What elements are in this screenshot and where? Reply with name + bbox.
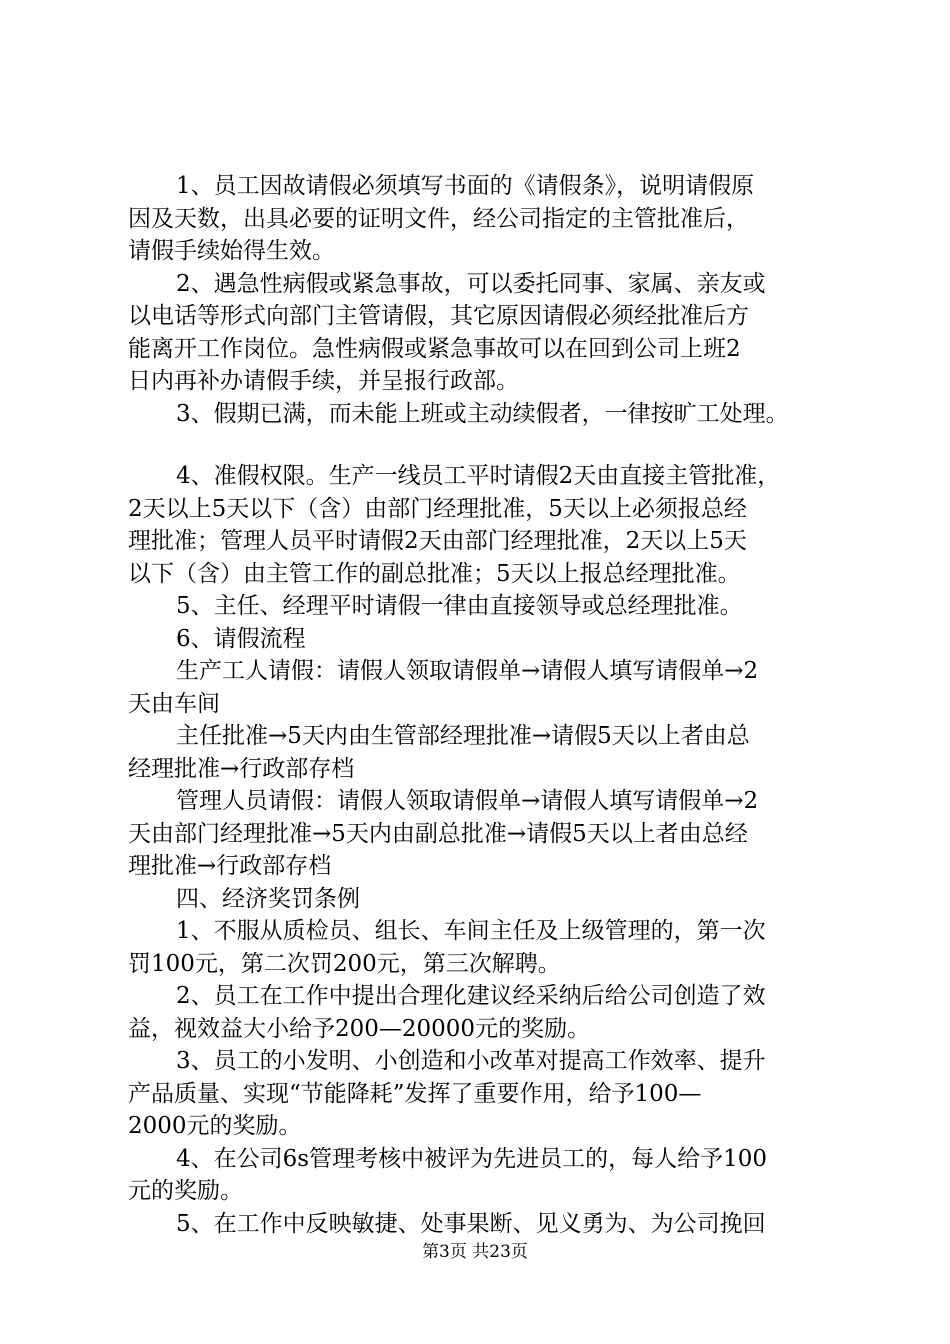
text-line: 请假手续始得生效。	[128, 238, 335, 264]
text-line: 2000元的奖励。	[128, 1113, 302, 1139]
text-line: 罚100元，第二次罚200元，第三次解聘。	[128, 950, 561, 977]
text-line: 1、不服从质检员、组长、车间主任及上级管理的，第一次	[176, 918, 766, 944]
text-line: 2天以上5天以下（含）由部门经理批准，5天以上必须报总经	[128, 495, 747, 522]
text-line: 益，视效益大小给予200—20000元的奖励。	[128, 1015, 591, 1042]
text-line: 1、员工因故请假必须填写书面的《请假条》，说明请假原	[176, 173, 755, 199]
text-line: 因及天数，出具必要的证明文件，经公司指定的主管批准后，	[128, 205, 749, 232]
text-line: 以电话等形式向部门主管请假，其它原因请假必须经批准后方	[128, 303, 749, 329]
text-line: 生产工人请假：请假人领取请假单→请假人填写请假单→2	[176, 658, 759, 684]
text-line: 6、请假流程	[176, 625, 306, 652]
text-line: 3、员工的小发明、小创造和小改革对提高工作效率、提升	[176, 1048, 766, 1074]
page-number-footer: 第3页 共23页	[422, 1242, 528, 1262]
text-line: 5、在工作中反映敏捷、处事果断、见义勇为、为公司挽回	[176, 1210, 766, 1237]
text-line: 经理批准→行政部存档	[128, 755, 355, 782]
text-line: 日内再补办请假手续，并呈报行政部。	[128, 368, 519, 394]
text-line: 2、遇急性病假或紧急事故，可以委托同事、家属、亲友或	[176, 270, 766, 297]
text-line: 能离开工作岗位。急性病假或紧急事故可以在回到公司上班2	[128, 335, 741, 362]
text-line: 天由车间	[128, 690, 220, 717]
text-line: 2、员工在工作中提出合理化建议经采纳后给公司创造了效	[176, 983, 766, 1009]
section-heading: 四、经济奖罚条例	[176, 885, 360, 912]
text-line: 以下（含）由主管工作的副总批准；5天以上报总经理批准。	[128, 560, 741, 587]
text-line: 主任批准→5天内由生管部经理批准→请假5天以上者由总	[176, 723, 750, 749]
text-line: 产品质量、实现“节能降耗”发挥了重要作用，给予100—	[128, 1080, 702, 1107]
text-line: 元的奖励。	[128, 1178, 243, 1204]
text-line: 4、在公司6s管理考核中被评为先进员工的，每人给予100	[176, 1145, 767, 1172]
text-line: 天由部门经理批准→5天内由副总批准→请假5天以上者由总经	[128, 820, 748, 847]
document-body	[128, 170, 836, 1240]
text-line: 管理人员请假：请假人领取请假单→请假人填写请假单→2	[176, 788, 759, 814]
text-line: 理批准；管理人员平时请假2天由部门经理批准，2天以上5天	[128, 528, 747, 554]
text-line: 理批准→行政部存档	[128, 853, 332, 879]
text-line: 5、主任、经理平时请假一律由直接领导或总经理批准。	[176, 593, 743, 619]
text-line: 3、假期已满，而未能上班或主动续假者，一律按旷工处理。	[176, 400, 789, 427]
text-line: 4、准假权限。生产一线员工平时请假2天由直接主管批准，	[176, 463, 781, 489]
